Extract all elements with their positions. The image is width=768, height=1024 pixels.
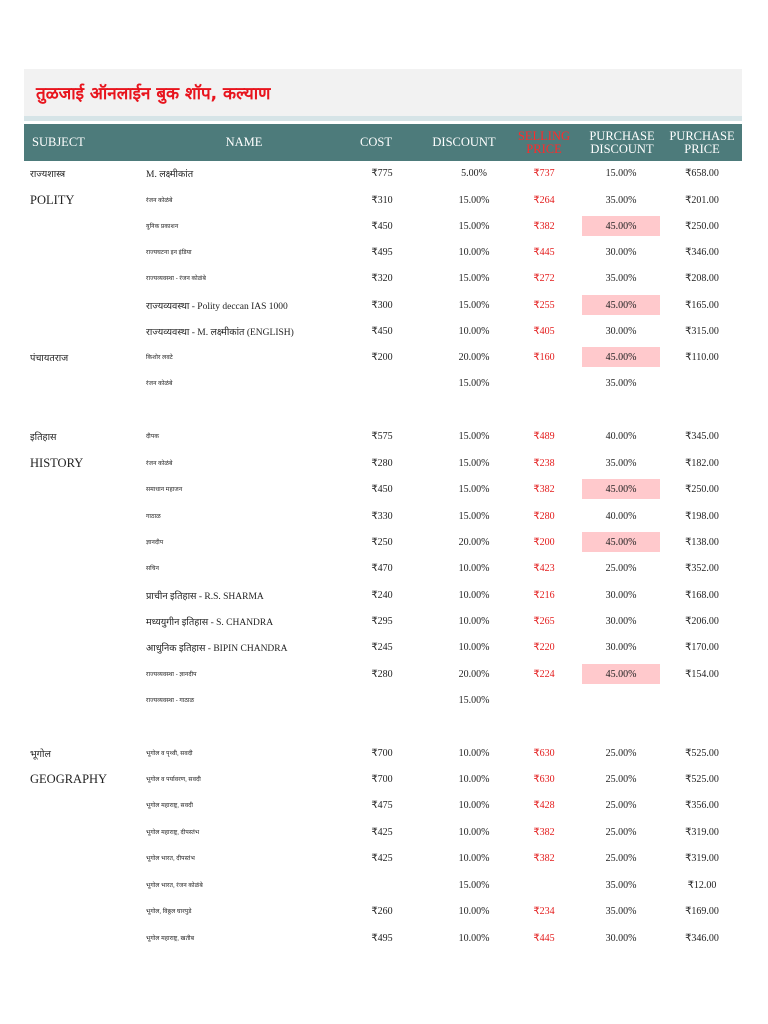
cell-name: राज्यव्यवस्था - गाठाळ — [146, 698, 195, 704]
cell-selling-price — [514, 872, 574, 898]
cell-purchase-discount: 25.00% — [605, 773, 637, 785]
cell-subject — [30, 898, 130, 924]
cell-purchase-discount: 25.00% — [605, 562, 637, 574]
cell-selling-price: ₹160 — [533, 351, 555, 363]
cell-purchase-price: ₹250.00 — [685, 483, 719, 495]
cell-purchase-price: ₹169.00 — [685, 905, 719, 917]
cell-subject — [30, 265, 130, 291]
cell-cost: ₹300 — [371, 299, 393, 311]
cell-discount: 15.00% — [458, 879, 490, 891]
table-row — [24, 687, 742, 713]
cell-purchase-discount: 30.00% — [605, 932, 637, 944]
cell-purchase-price: ₹346.00 — [685, 932, 719, 944]
header-pprice-line2: PRICE — [684, 141, 720, 156]
cell-name: भूगोल महाराष्ट्र, खतीब — [146, 936, 195, 942]
cell-subject — [30, 213, 130, 239]
cell-cost: ₹260 — [371, 905, 393, 917]
cell-name: राज्यव्यवस्था - ज्ञानदीप — [146, 672, 197, 678]
cell-purchase-price: ₹12.00 — [687, 879, 717, 891]
table-row — [24, 529, 742, 555]
cell-purchase-price: ₹250.00 — [685, 220, 719, 232]
cell-selling-price: ₹630 — [533, 773, 555, 785]
cell-name: भूगोल व पृथ्वी, सवदी — [146, 751, 193, 757]
header-pdisc-line1: PURCHASE — [589, 128, 655, 143]
header-pdisc-line2: DISCOUNT — [590, 141, 654, 156]
cell-cost: ₹775 — [371, 167, 393, 179]
cell-subject — [30, 476, 130, 502]
cell-purchase-price: ₹346.00 — [685, 246, 719, 258]
cell-cost: ₹310 — [371, 194, 393, 206]
cell-name: रंजन कोळंबे — [146, 381, 173, 387]
table-row — [24, 160, 742, 186]
cell-cost: ₹470 — [371, 562, 393, 574]
cell-subject: पंचायतराज — [30, 353, 69, 364]
cell-subject — [30, 608, 130, 634]
table-row — [24, 187, 742, 213]
table-row — [24, 344, 742, 370]
cell-cost: ₹425 — [371, 826, 393, 838]
cell-purchase-price: ₹352.00 — [685, 562, 719, 574]
cell-purchase-discount: 40.00% — [605, 430, 637, 442]
cell-selling-price: ₹224 — [533, 668, 555, 680]
header-selling-price — [504, 124, 584, 161]
cell-name: राज्यघटना इन इंडिया — [146, 250, 192, 256]
cell-discount: 10.00% — [458, 325, 490, 337]
cell-purchase-discount: 25.00% — [605, 826, 637, 838]
cell-purchase-price: ₹658.00 — [685, 167, 719, 179]
cell-name: भूगोल भारत, रंजन कोळंबे — [146, 883, 203, 889]
table-row — [24, 792, 742, 818]
cell-name: मध्ययुगीन इतिहास - S. CHANDRA — [146, 617, 274, 628]
header-selling-line1: SELLING — [517, 128, 571, 143]
cell-selling-price: ₹280 — [533, 510, 555, 522]
cell-subject — [30, 239, 130, 265]
page-title: तुळजाई ऑनलाईन बुक शॉप, कल्याण — [36, 84, 271, 104]
cell-subject — [30, 318, 130, 344]
table-row — [24, 661, 742, 687]
cell-purchase-price: ₹206.00 — [685, 615, 719, 627]
cell-purchase-price — [672, 687, 732, 713]
table-row — [24, 503, 742, 529]
cell-subject — [30, 792, 130, 818]
cell-discount: 15.00% — [458, 377, 490, 389]
cell-subject — [30, 529, 130, 555]
cell-name: राज्यव्यवस्था - रंजन कोळंबे — [146, 276, 206, 282]
cell-discount: 15.00% — [458, 483, 490, 495]
table-row — [24, 370, 742, 396]
cell-cost: ₹280 — [371, 457, 393, 469]
cell-cost: ₹200 — [371, 351, 393, 363]
header-pprice-line1: PURCHASE — [669, 128, 735, 143]
cell-name: किशोर लवटे — [146, 355, 173, 361]
table-row — [24, 740, 742, 766]
cell-discount: 15.00% — [458, 194, 490, 206]
cell-name: ज्ञानदीप — [146, 540, 164, 546]
cell-purchase-price: ₹154.00 — [685, 668, 719, 680]
cell-purchase-price: ₹201.00 — [685, 194, 719, 206]
cell-subject — [30, 819, 130, 845]
cell-discount: 15.00% — [458, 430, 490, 442]
cell-selling-price: ₹382 — [533, 483, 555, 495]
table-row — [24, 898, 742, 924]
table-row — [24, 582, 742, 608]
table-row — [24, 845, 742, 871]
cell-selling-price: ₹200 — [533, 536, 555, 548]
cell-cost: ₹280 — [371, 668, 393, 680]
table-header — [24, 124, 742, 161]
cell-discount: 15.00% — [458, 457, 490, 469]
cell-subject: POLITY — [30, 192, 75, 207]
cell-purchase-discount: 35.00% — [605, 194, 637, 206]
table-row — [24, 318, 742, 344]
table-row — [24, 634, 742, 660]
cell-purchase-discount: 40.00% — [605, 510, 637, 522]
cell-subject: राज्यशास्त्र — [30, 169, 66, 180]
cell-purchase-discount-highlighted: 45.00% — [582, 664, 660, 684]
cell-purchase-price: ₹319.00 — [685, 826, 719, 838]
cell-discount: 10.00% — [458, 932, 490, 944]
table-row — [24, 476, 742, 502]
cell-subject — [30, 845, 130, 871]
cell-cost — [352, 687, 412, 713]
cell-cost: ₹245 — [371, 641, 393, 653]
cell-discount: 10.00% — [458, 905, 490, 917]
cell-selling-price: ₹445 — [533, 246, 555, 258]
header-purchase-discount — [582, 124, 662, 161]
cell-cost: ₹450 — [371, 483, 393, 495]
cell-purchase-discount: 25.00% — [605, 799, 637, 811]
cell-discount: 15.00% — [458, 510, 490, 522]
cell-purchase-price: ₹208.00 — [685, 272, 719, 284]
cell-selling-price: ₹737 — [533, 167, 555, 179]
cell-subject — [30, 872, 130, 898]
title-bar — [24, 69, 742, 116]
cell-selling-price — [514, 370, 574, 396]
table-row — [24, 766, 742, 792]
cell-subject — [30, 634, 130, 660]
cell-name: आधुनिक इतिहास - BIPIN CHANDRA — [146, 643, 288, 654]
cell-selling-price: ₹428 — [533, 799, 555, 811]
cell-discount: 10.00% — [458, 615, 490, 627]
cell-subject: GEOGRAPHY — [30, 771, 108, 786]
cell-name: रंजन कोळंबे — [146, 198, 173, 204]
cell-cost: ₹700 — [371, 747, 393, 759]
table-row — [24, 819, 742, 845]
cell-purchase-price: ₹356.00 — [685, 799, 719, 811]
cell-cost: ₹330 — [371, 510, 393, 522]
header-purchase-price — [662, 124, 742, 161]
header-selling-line2: PRICE — [526, 141, 562, 156]
header-subject: SUBJECT — [32, 135, 85, 149]
cell-selling-price: ₹220 — [533, 641, 555, 653]
table-row — [24, 423, 742, 449]
header-name: NAME — [225, 135, 263, 149]
cell-name: रंजन कोळंबे — [146, 461, 173, 467]
cell-name: भूगोल महाराष्ट्र, दीपस्तंभ — [146, 830, 200, 836]
cell-discount: 20.00% — [458, 351, 490, 363]
cell-selling-price: ₹255 — [533, 299, 555, 311]
cell-cost — [352, 872, 412, 898]
cell-name: राज्यव्यवस्था - M. लक्ष्मीकांत (ENGLISH) — [146, 327, 294, 338]
cell-discount: 5.00% — [461, 167, 487, 179]
cell-subject: भूगोल — [30, 749, 51, 760]
cell-selling-price: ₹234 — [533, 905, 555, 917]
cell-cost: ₹700 — [371, 773, 393, 785]
cell-cost: ₹495 — [371, 246, 393, 258]
cell-subject — [30, 503, 130, 529]
cell-name: गाठाळ — [146, 514, 161, 520]
cell-discount: 10.00% — [458, 826, 490, 838]
cell-cost: ₹450 — [371, 325, 393, 337]
cell-purchase-discount-highlighted: 45.00% — [582, 295, 660, 315]
cell-purchase-price: ₹138.00 — [685, 536, 719, 548]
header-discount: DISCOUNT — [432, 135, 496, 149]
cell-selling-price: ₹445 — [533, 932, 555, 944]
cell-purchase-price: ₹525.00 — [685, 773, 719, 785]
cell-discount: 10.00% — [458, 852, 490, 864]
cell-name: सचिन — [146, 566, 160, 572]
cell-purchase-discount-highlighted: 45.00% — [582, 479, 660, 499]
table-row — [24, 292, 742, 318]
table-row — [24, 450, 742, 476]
cell-purchase-discount: 30.00% — [605, 325, 637, 337]
cell-subject — [30, 925, 130, 951]
cell-purchase-price — [672, 370, 732, 396]
cell-purchase-discount: 15.00% — [605, 167, 637, 179]
cell-discount: 20.00% — [458, 536, 490, 548]
cell-purchase-price: ₹345.00 — [685, 430, 719, 442]
cell-discount: 10.00% — [458, 562, 490, 574]
cell-subject: HISTORY — [30, 455, 84, 470]
cell-subject — [30, 555, 130, 581]
cell-subject — [30, 292, 130, 318]
cell-cost — [352, 370, 412, 396]
cell-selling-price: ₹238 — [533, 457, 555, 469]
cell-cost: ₹450 — [371, 220, 393, 232]
cell-discount: 10.00% — [458, 246, 490, 258]
cell-discount: 10.00% — [458, 589, 490, 601]
cell-name: भूगोल भारत, दीपस्तंभ — [146, 856, 195, 862]
cell-selling-price: ₹630 — [533, 747, 555, 759]
cell-subject — [30, 582, 130, 608]
cell-selling-price: ₹382 — [533, 220, 555, 232]
cell-cost: ₹295 — [371, 615, 393, 627]
table-row — [24, 555, 742, 581]
cell-selling-price: ₹272 — [533, 272, 555, 284]
cell-name: प्राचीन इतिहास - R.S. SHARMA — [146, 591, 264, 602]
cell-cost: ₹250 — [371, 536, 393, 548]
cell-subject: इतिहास — [30, 432, 57, 443]
cell-purchase-discount-highlighted: 45.00% — [582, 216, 660, 236]
cell-purchase-discount: 30.00% — [605, 246, 637, 258]
header-cost: COST — [360, 135, 392, 149]
cell-cost: ₹320 — [371, 272, 393, 284]
cell-subject — [30, 661, 130, 687]
cell-purchase-discount: 25.00% — [605, 852, 637, 864]
cell-name: दीपक — [146, 434, 160, 440]
cell-cost: ₹425 — [371, 852, 393, 864]
cell-purchase-discount: 35.00% — [605, 879, 637, 891]
table-row — [24, 213, 742, 239]
cell-name: भूगोल, विठ्ठल घारपुडे — [146, 909, 192, 915]
cell-purchase-price: ₹165.00 — [685, 299, 719, 311]
cell-name: भूगोल व पर्यावरण, सवदी — [146, 777, 201, 783]
cell-purchase-discount-highlighted: 45.00% — [582, 532, 660, 552]
table-row — [24, 608, 742, 634]
cell-discount: 10.00% — [458, 641, 490, 653]
cell-purchase-discount: 35.00% — [605, 457, 637, 469]
title-divider — [24, 116, 742, 121]
cell-purchase-discount: 30.00% — [605, 641, 637, 653]
cell-purchase-price: ₹168.00 — [685, 589, 719, 601]
cell-selling-price: ₹382 — [533, 826, 555, 838]
cell-name: युनिक प्रकाशन — [146, 224, 179, 230]
cell-discount: 10.00% — [458, 747, 490, 759]
cell-purchase-discount: 30.00% — [605, 589, 637, 601]
cell-name: राज्यव्यवस्था - Polity deccan IAS 1000 — [146, 301, 288, 312]
cell-selling-price: ₹489 — [533, 430, 555, 442]
cell-cost: ₹475 — [371, 799, 393, 811]
cell-discount: 15.00% — [458, 220, 490, 232]
cell-purchase-price: ₹198.00 — [685, 510, 719, 522]
table-row — [24, 265, 742, 291]
cell-purchase-discount: 35.00% — [605, 905, 637, 917]
cell-discount: 15.00% — [458, 694, 490, 706]
cell-cost: ₹240 — [371, 589, 393, 601]
cell-purchase-price: ₹182.00 — [685, 457, 719, 469]
table-row — [24, 925, 742, 951]
cell-selling-price: ₹216 — [533, 589, 555, 601]
cell-purchase-price: ₹170.00 — [685, 641, 719, 653]
cell-subject — [30, 370, 130, 396]
cell-selling-price: ₹265 — [533, 615, 555, 627]
cell-purchase-price: ₹319.00 — [685, 852, 719, 864]
cell-purchase-discount: 35.00% — [605, 272, 637, 284]
cell-purchase-price: ₹525.00 — [685, 747, 719, 759]
cell-purchase-price: ₹110.00 — [685, 351, 719, 363]
cell-cost: ₹575 — [371, 430, 393, 442]
cell-cost: ₹495 — [371, 932, 393, 944]
cell-discount: 15.00% — [458, 272, 490, 284]
cell-name: M. लक्ष्मीकांत — [146, 169, 194, 180]
cell-name: समाधान महाजन — [146, 487, 183, 493]
cell-selling-price: ₹382 — [533, 852, 555, 864]
cell-purchase-discount — [582, 690, 660, 710]
cell-selling-price: ₹264 — [533, 194, 555, 206]
cell-purchase-discount: 25.00% — [605, 747, 637, 759]
cell-selling-price — [514, 687, 574, 713]
table-row — [24, 872, 742, 898]
cell-discount: 10.00% — [458, 799, 490, 811]
cell-name: भूगोल महाराष्ट्र, सवदी — [146, 803, 193, 809]
cell-purchase-discount-highlighted: 45.00% — [582, 347, 660, 367]
cell-purchase-discount: 35.00% — [605, 377, 637, 389]
cell-selling-price: ₹423 — [533, 562, 555, 574]
cell-discount: 20.00% — [458, 668, 490, 680]
table-row — [24, 239, 742, 265]
cell-purchase-discount: 30.00% — [605, 615, 637, 627]
cell-subject — [30, 687, 130, 713]
cell-discount: 10.00% — [458, 773, 490, 785]
cell-discount: 15.00% — [458, 299, 490, 311]
cell-selling-price: ₹405 — [533, 325, 555, 337]
cell-purchase-price: ₹315.00 — [685, 325, 719, 337]
